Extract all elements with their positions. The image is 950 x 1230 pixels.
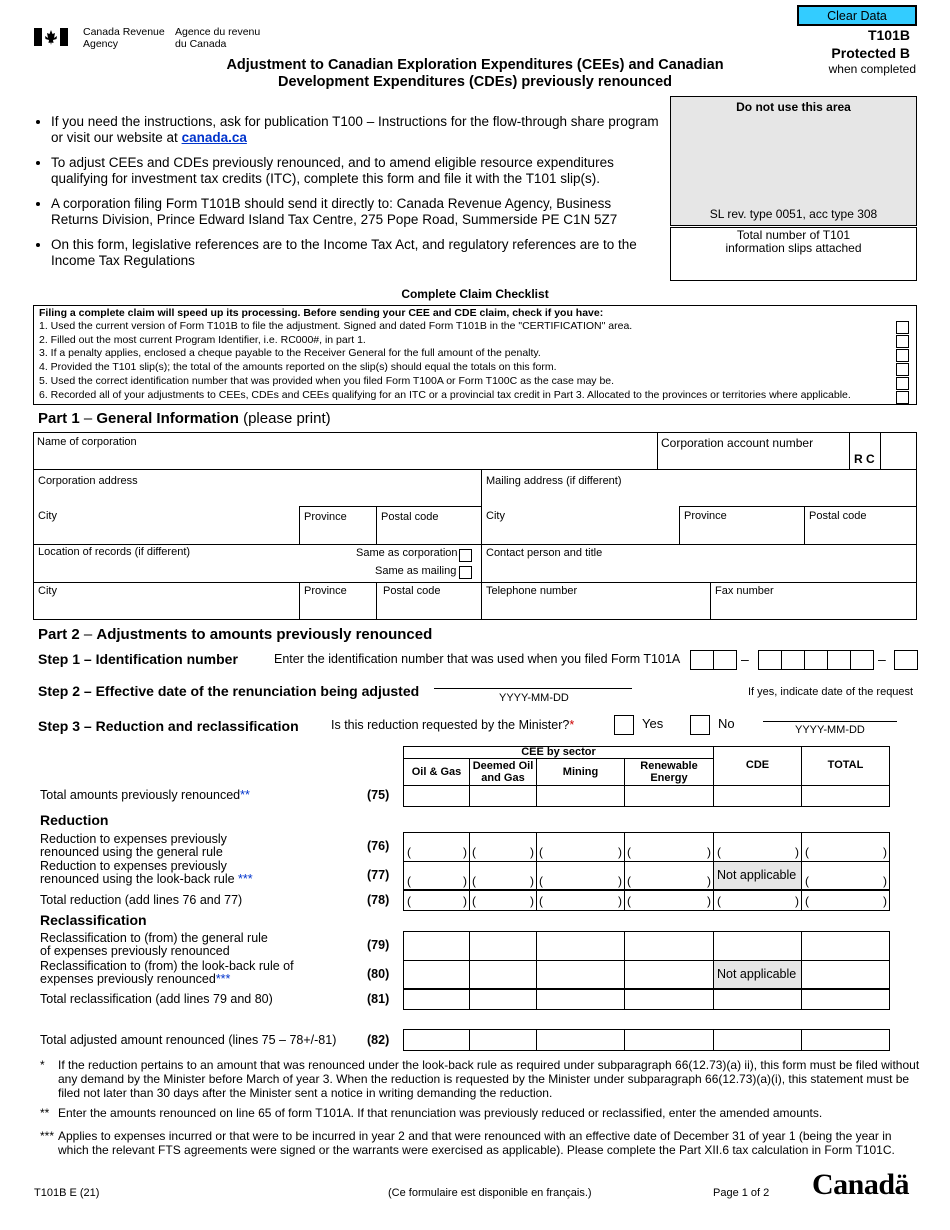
line75-deemed[interactable]	[469, 785, 537, 807]
line76-code: (76)	[367, 839, 390, 853]
line82-cde[interactable]	[713, 1029, 802, 1051]
do-not-use-area	[670, 96, 917, 226]
line81-renewable[interactable]	[624, 989, 714, 1010]
line81-total[interactable]	[801, 989, 890, 1010]
if-yes-indicate: If yes, indicate date of the request	[748, 686, 914, 698]
no-label: No	[718, 716, 735, 731]
line77-renewable[interactable]: ( )	[624, 861, 714, 890]
id-digit-1[interactable]	[690, 650, 714, 670]
line78-total[interactable]: ( )	[801, 890, 890, 911]
line75-code: (75)	[367, 788, 390, 802]
request-date-format: YYYY-MM-DD	[795, 724, 865, 736]
line80-mining[interactable]	[536, 960, 625, 989]
step3-label: Step 3 – Reduction and reclassification	[38, 718, 299, 734]
intro-list	[37, 114, 662, 278]
intro-bullet-2: • To adjust CEEs and CDEs previously renounced, and to amend eligible resource expenditures qualifying for investment tax credits (ITC), complete this form and file it with the T101 slip(s).	[51, 155, 662, 187]
form-code: T101B	[867, 27, 910, 43]
line80-renewable[interactable]	[624, 960, 714, 989]
canada-wordmark: Canadä	[812, 1168, 910, 1201]
canada-flag-icon	[34, 28, 68, 46]
intro-bullet-3: • A corporation filing Form T101B should send it directly to: Canada Revenue Agency, Business Returns Division, Prince Edward Island Tax Centre, 275 Pope Road, Summerside PE C1N 5Z7	[51, 196, 662, 228]
col-mining: Mining	[536, 758, 625, 786]
canada-ca-link[interactable]: canada.ca	[181, 130, 247, 145]
fax-field[interactable]: Fax number	[710, 582, 917, 620]
sl-rev-type: SL rev. type 0051, acc type 308	[709, 207, 878, 221]
effective-date-input[interactable]	[434, 688, 632, 689]
line78-renewable[interactable]: ( )	[624, 890, 714, 911]
step2-label: Step 2 – Effective date of the renunciation being adjusted	[38, 683, 420, 699]
form-title-line1: Adjustment to Canadian Exploration Expenditures (CEEs) and Canadian	[226, 57, 724, 73]
line79-total[interactable]	[801, 931, 890, 961]
line75-renewable[interactable]	[624, 785, 714, 807]
corporation-address-field[interactable]: Corporation address	[33, 469, 482, 507]
checklist-checkbox-6[interactable]	[896, 391, 909, 404]
line77-cde-not-applicable: Not applicable	[713, 861, 802, 890]
id-digit-6[interactable]	[827, 650, 851, 670]
id-digit-7[interactable]	[850, 650, 874, 670]
footnote-1: * If the reduction pertains to an amount that was renounced under the look-back rule as required under subparagraph 66(12.73)(a) ii), this form must be filed without any demand by the Minister before March of year 3. When the reduction is requested by the Minister under subparagraph 66(12.73)(a)(i), this statement must be filed not later than 30 days after the Minister sent a notice in writing demanding the reduction.	[40, 1058, 920, 1100]
contact-person-field[interactable]: Contact person and title	[481, 544, 917, 583]
col-oil-gas: Oil & Gas	[403, 758, 470, 786]
checklist-item-1: 1. Used the current version of Form T101B to file the adjustment. Signed and dated Form T101B in the "CERTIFICATION" area.	[39, 320, 633, 332]
checklist-checkbox-4[interactable]	[896, 363, 909, 376]
checklist-intro: Filing a complete claim will speed up its processing. Before sending your CEE and CDE claim, check if you have:	[39, 307, 604, 319]
line79-oil-gas[interactable]	[403, 931, 470, 961]
checklist-items	[39, 320, 851, 402]
name-of-corporation-field[interactable]: Name of corporation	[33, 432, 658, 470]
line76-oil-gas[interactable]: ( )	[403, 832, 470, 862]
line78-mining[interactable]: ( )	[536, 890, 625, 911]
id-digit-2[interactable]	[713, 650, 737, 670]
mailing-address-field[interactable]: Mailing address (if different)	[481, 469, 917, 507]
corp-city-field[interactable]: City	[33, 506, 300, 545]
page-number: Page 1 of 2	[713, 1187, 770, 1199]
same-as-corporation-label: Same as corporation	[356, 547, 458, 559]
id-digit-5[interactable]	[804, 650, 828, 670]
minister-no-checkbox[interactable]	[690, 715, 710, 735]
line81-mining[interactable]	[536, 989, 625, 1010]
form-title	[175, 57, 775, 91]
line78-code: (78)	[367, 893, 390, 907]
line79-deemed[interactable]	[469, 931, 537, 961]
line78-oil-gas[interactable]: ( )	[403, 890, 470, 911]
line79-renewable[interactable]	[624, 931, 714, 961]
id-dash-1: –	[741, 651, 749, 667]
step1-label: Step 1 – Identification number	[38, 651, 238, 667]
protected-b: Protected B	[831, 45, 910, 61]
id-dash-2: –	[878, 651, 886, 667]
cee-by-sector-header: CEE by sector	[403, 746, 714, 759]
line81-code: (81)	[367, 992, 390, 1006]
mail-city-field[interactable]: City	[481, 506, 680, 545]
checklist-checkbox-2[interactable]	[896, 335, 909, 348]
minister-question: Is this reduction requested by the Minister?*	[331, 718, 575, 732]
line80-deemed[interactable]	[469, 960, 537, 989]
reduction-heading: Reduction	[40, 812, 109, 828]
when-completed: when completed	[828, 62, 916, 76]
form-footer-code: T101B E (21)	[34, 1187, 100, 1199]
line76-deemed[interactable]: ( )	[469, 832, 537, 862]
footnote-2: ** Enter the amounts renounced on line 65 of form T101A. If that renunciation was previously reduced or reclassified, enter the amended amounts.	[40, 1106, 823, 1120]
same-as-corporation-checkbox[interactable]	[459, 549, 472, 562]
minister-yes-checkbox[interactable]	[614, 715, 634, 735]
same-as-mailing-checkbox[interactable]	[459, 566, 472, 579]
step1-text: Enter the identification number that was used when you filed Form T101A	[274, 652, 681, 666]
french-availability: (Ce formulaire est disponible en français.)	[388, 1187, 592, 1199]
do-not-use-title: Do not use this area	[736, 100, 851, 114]
footnote-3: *** Applies to expenses incurred or that were to be incurred in year 2 and that were renounced with an effective date of December 31 of year 1 (being the year in which the relevant FTS agreements were signed or the warrants were exercised as applicable). Please complete the Part XII.6 tax calculation in Form T101C.	[40, 1129, 895, 1157]
mail-province-field[interactable]: Province	[679, 506, 805, 545]
line82-label: Total adjusted amount renounced (lines 75 – 78+/-81)	[40, 1033, 337, 1047]
line81-label: Total reclassification (add lines 79 and 80)	[40, 992, 273, 1006]
effective-date-format: YYYY-MM-DD	[499, 692, 569, 704]
line77-label: Reduction to expenses previously renounced using the look-back rule ***	[40, 859, 253, 886]
line75-label: Total amounts previously renounced**	[40, 788, 250, 802]
form-title-line2: Development Expenditures (CDEs) previously renounced	[277, 74, 672, 90]
id-digit-3[interactable]	[758, 650, 782, 670]
records-city-field[interactable]: City	[33, 582, 300, 620]
total-slips-box[interactable]	[670, 227, 917, 281]
agency-name-en: Canada Revenue Agency	[83, 26, 165, 50]
line78-deemed[interactable]: ( )	[469, 890, 537, 911]
intro-bullet-4: • On this form, legislative references are to the Income Tax Act, and regulatory references are to the Income Tax Regulations	[51, 237, 662, 269]
mail-postal-field[interactable]: Postal code	[804, 506, 917, 545]
line82-renewable[interactable]	[624, 1029, 714, 1051]
line76-renewable[interactable]: ( )	[624, 832, 714, 862]
reclassification-heading: Reclassification	[40, 912, 147, 928]
line77-oil-gas[interactable]: ( )	[403, 861, 470, 890]
part2-heading: Part 2 – Adjustments to amounts previously renounced	[38, 626, 433, 643]
line81-oil-gas[interactable]	[403, 989, 470, 1010]
telephone-field[interactable]: Telephone number	[481, 582, 711, 620]
line81-cde[interactable]	[713, 989, 802, 1010]
location-of-records-field[interactable]: Location of records (if different)	[33, 544, 345, 583]
line77-code: (77)	[367, 868, 390, 882]
checklist-item-5: 5. Used the correct identification number that was provided when you filed Form T100A or Form T100C as the case may be.	[39, 374, 615, 387]
yes-label: Yes	[642, 716, 664, 731]
line76-cde[interactable]: ( )	[713, 832, 802, 862]
checklist-item-2: 2. Filled out the most current Program Identifier, i.e. RC000#, in part 1.	[39, 333, 366, 346]
line82-deemed[interactable]	[469, 1029, 537, 1051]
line81-deemed[interactable]	[469, 989, 537, 1010]
corporation-account-field[interactable]: Corporation account number	[657, 432, 850, 470]
line76-label: Reduction to expenses previously renounced using the general rule	[40, 832, 227, 859]
line82-total[interactable]	[801, 1029, 890, 1051]
intro-bullet-1: • If you need the instructions, ask for publication T100 – Instructions for the flow-through share program or visit our website at canada.ca	[51, 114, 662, 146]
line82-oil-gas[interactable]	[403, 1029, 470, 1051]
line80-cde-not-applicable: Not applicable	[713, 960, 802, 989]
line80-total[interactable]	[801, 960, 890, 989]
rc-field: R C	[849, 432, 881, 470]
checklist-box	[33, 305, 917, 405]
part1-heading: Part 1 – General Information (please print)	[38, 410, 331, 427]
line77-deemed[interactable]: ( )	[469, 861, 537, 890]
line75-cde[interactable]	[713, 785, 802, 807]
line82-mining[interactable]	[536, 1029, 625, 1051]
checklist-item-3: 3. If a penalty applies, enclosed a cheque payable to the Receiver General for the full amount of the penalty.	[39, 347, 541, 360]
total-slips-label: Total number of T101 information slips attached	[725, 228, 862, 255]
line77-total[interactable]: ( )	[801, 861, 890, 890]
line82-code: (82)	[367, 1033, 390, 1047]
records-postal-field[interactable]: Postal code	[376, 582, 482, 620]
request-date-input[interactable]	[763, 721, 897, 722]
same-as-mailing-label: Same as mailing	[375, 565, 457, 577]
line79-code: (79)	[367, 938, 390, 952]
records-province-field[interactable]: Province	[299, 582, 377, 620]
line76-mining[interactable]: ( )	[536, 832, 625, 862]
line80-oil-gas[interactable]	[403, 960, 470, 989]
line80-code: (80)	[367, 967, 390, 981]
line75-oil-gas[interactable]	[403, 785, 470, 807]
col-renewable-energy: Renewable Energy	[624, 758, 714, 786]
line79-label: Reclassification to (from) the general rule of expenses previously renounced	[40, 931, 268, 958]
line75-mining[interactable]	[536, 785, 625, 807]
line75-total[interactable]	[801, 785, 890, 807]
line78-cde[interactable]: ( )	[713, 890, 802, 911]
line77-mining[interactable]: ( )	[536, 861, 625, 890]
line78-label: Total reduction (add lines 76 and 77)	[40, 893, 243, 907]
agency-name-fr: Agence du revenu du Canada	[175, 26, 261, 50]
checklist-item-6: 6. Recorded all of your adjustments to CEEs, CDEs and CEEs qualifying for an ITC or a provincial tax credit in Part 3. Allocated to the provinces or territories where applicable.	[39, 388, 851, 401]
corp-province-field[interactable]: Province	[299, 506, 377, 545]
id-digit-4[interactable]	[781, 650, 805, 670]
id-digit-8[interactable]	[894, 650, 918, 670]
line79-cde[interactable]	[713, 931, 802, 961]
col-total: TOTAL	[801, 746, 890, 786]
same-as-options	[344, 544, 482, 583]
checklist-checkbox-1[interactable]	[896, 321, 909, 334]
clear-data-button[interactable]: Clear Data	[797, 5, 917, 26]
line79-mining[interactable]	[536, 931, 625, 961]
checklist-checkbox-3[interactable]	[896, 349, 909, 362]
rc-suffix-field[interactable]	[880, 432, 917, 470]
checklist-checkbox-5[interactable]	[896, 377, 909, 390]
col-deemed-oil-gas: Deemed Oil and Gas	[469, 758, 537, 786]
checklist-title: Complete Claim Checklist	[401, 287, 549, 301]
line80-label: Reclassification to (from) the look-back rule of expenses previously renounced***	[40, 959, 294, 986]
corp-postal-field[interactable]: Postal code	[376, 506, 482, 545]
line76-total[interactable]: ( )	[801, 832, 890, 862]
col-cde: CDE	[713, 746, 802, 786]
checklist-item-4: 4. Provided the T101 slip(s); the total of the amounts reported on the slip(s) should equal the totals on this form.	[39, 361, 557, 374]
